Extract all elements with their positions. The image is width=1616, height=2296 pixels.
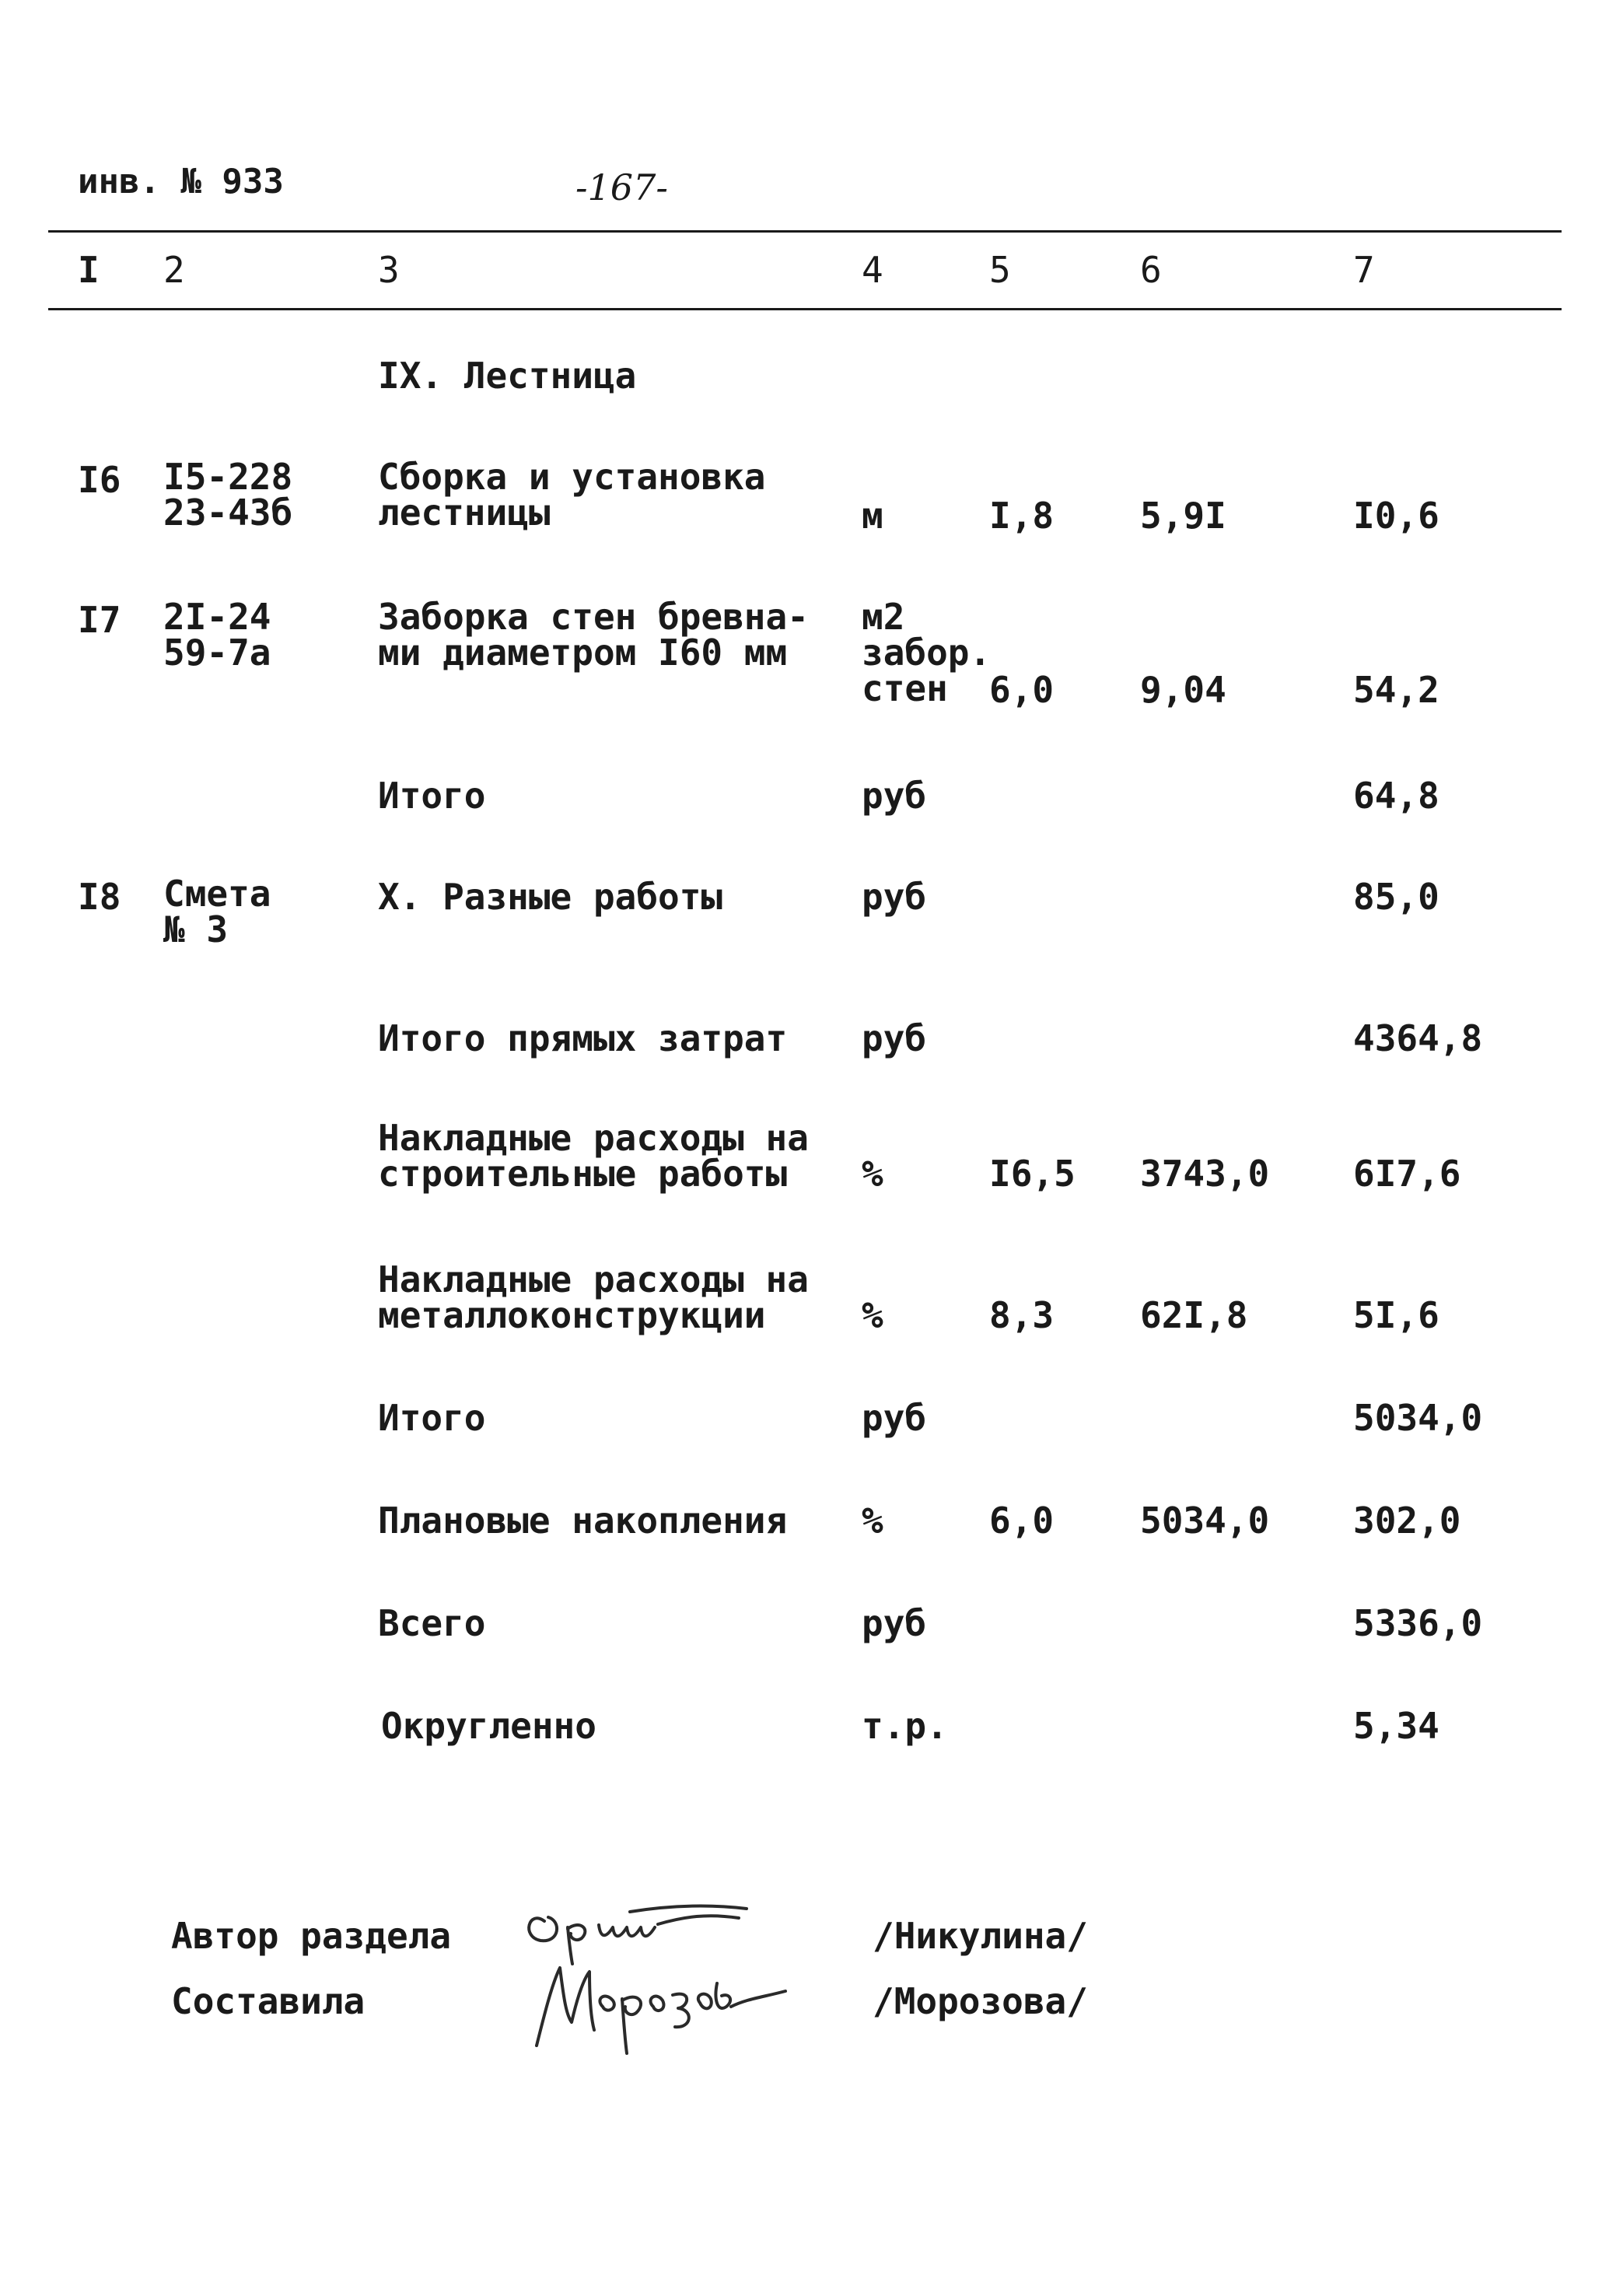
row-18-total: 85,0 [1353,876,1439,918]
subtotal-2-unit: руб [862,1397,927,1439]
author-name: /Никулина/ [873,1915,1088,1957]
overhead-construction-label: Накладные расходы на строительные работы [378,1117,809,1195]
compiler-label: Составила [171,1980,366,2022]
row-17-description: Заборка стен бревна- ми диаметром I60 мм [378,596,809,674]
grand-total-unit: руб [862,1602,927,1644]
grand-total-label: Всего [378,1602,486,1644]
planned-savings-total: 302,0 [1353,1500,1461,1542]
row-17-total: 54,2 [1353,669,1439,711]
subtotal-2-label: Итого [378,1397,486,1439]
subtotal-1-unit: руб [862,775,927,817]
planned-savings-label: Плановые накопления [378,1500,788,1542]
overhead-metal-total: 5I,6 [1353,1294,1439,1336]
section-heading-ix: IX. Лестница [378,355,637,397]
row-17-quantity: 6,0 [989,669,1055,711]
compiler-name: /Морозова/ [873,1980,1088,2022]
subtotal-1-label: Итого [378,775,486,817]
row-16-code: I5-228 23-43б [163,456,293,534]
inventory-number: инв. № 933 [78,162,284,201]
col-header-3: 3 [378,249,400,291]
row-17-number: I7 [78,599,121,641]
col-header-1: I [78,249,100,291]
subtotal-2-total: 5034,0 [1353,1397,1483,1439]
rounded-unit: т.р. [862,1705,948,1747]
row-17-unit: м2 забор. стен [862,596,992,709]
row-16-total: I0,6 [1353,495,1439,537]
overhead-metal-base: 62I,8 [1140,1294,1248,1336]
row-16-unit: м [862,495,883,537]
col-header-6: 6 [1140,249,1162,291]
rounded-label: Округленно [381,1705,596,1747]
planned-savings-unit: % [862,1500,883,1542]
col-header-5: 5 [989,249,1011,291]
section-heading-x: X. Разные работы [378,876,723,918]
planned-savings-base: 5034,0 [1140,1500,1270,1542]
overhead-metal-label: Накладные расходы на металлоконструкции [378,1258,809,1336]
header-rule [48,308,1562,310]
row-18-number: I8 [78,876,121,918]
overhead-metal-rate: 8,3 [989,1294,1055,1336]
overhead-metal-unit: % [862,1294,883,1336]
col-header-4: 4 [862,249,883,291]
handwritten-signatures [513,1890,840,2061]
overhead-construction-total: 6I7,6 [1353,1153,1461,1195]
row-18-unit: руб [862,876,927,918]
overhead-construction-rate: I6,5 [989,1153,1076,1195]
row-16-description: Сборка и установка лестницы [378,456,766,534]
subtotal-1-total: 64,8 [1353,775,1439,817]
col-header-2: 2 [163,249,185,291]
direct-costs-total: 4364,8 [1353,1017,1483,1059]
top-rule [48,230,1562,233]
row-17-code: 2I-24 59-7а [163,596,271,674]
row-16-number: I6 [78,459,121,501]
row-16-price: 5,9I [1140,495,1226,537]
overhead-construction-unit: % [862,1153,883,1195]
grand-total-value: 5336,0 [1353,1602,1483,1644]
row-18-code: Смета № 3 [163,873,271,950]
direct-costs-unit: руб [862,1017,927,1059]
rounded-value: 5,34 [1353,1705,1439,1747]
row-16-quantity: I,8 [989,495,1055,537]
author-label: Автор раздела [171,1915,452,1957]
page-number: -167- [575,166,668,208]
direct-costs-label: Итого прямых затрат [378,1017,788,1059]
col-header-7: 7 [1353,249,1375,291]
row-17-price: 9,04 [1140,669,1226,711]
planned-savings-rate: 6,0 [989,1500,1055,1542]
overhead-construction-base: 3743,0 [1140,1153,1270,1195]
